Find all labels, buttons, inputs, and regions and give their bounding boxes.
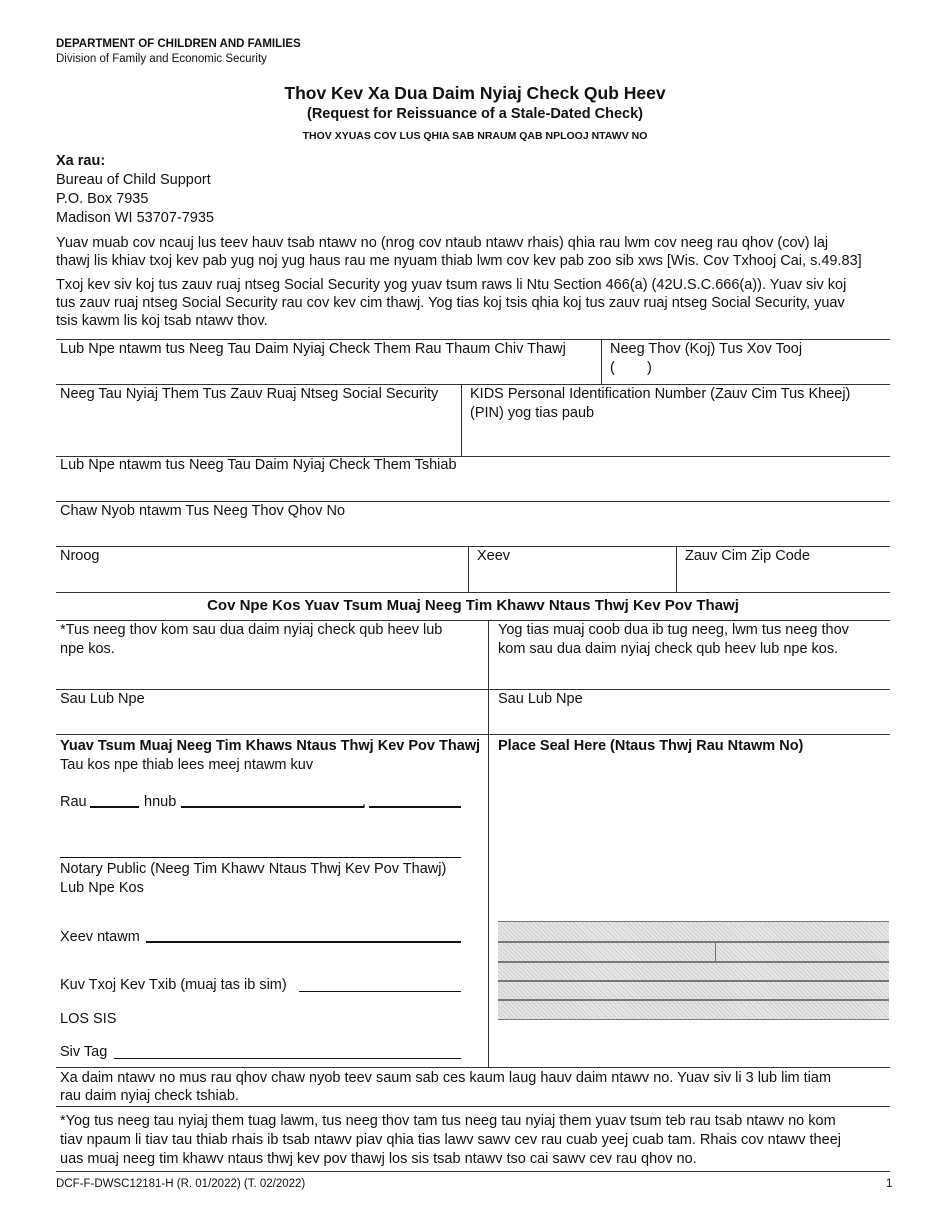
requester-phone-label: Neeg Thov (Koj) Tus Xov Tooj bbox=[610, 341, 803, 357]
requester-phone-field[interactable] bbox=[610, 340, 802, 378]
seal-shading bbox=[498, 1000, 889, 1020]
second-print-name-field[interactable]: Sau Lub Npe bbox=[498, 691, 583, 707]
disclosure-paragraph bbox=[56, 234, 896, 270]
notary-signature-label-1: Notary Public (Neeg Tim Khawv Ntaus Thwj Kev Pov Thawj) bbox=[60, 861, 447, 877]
second-signature-label-1: Yog tias muaj coob dua ib tug neeg, lwm tus neeg thov bbox=[498, 622, 849, 638]
notary-day-input[interactable] bbox=[90, 806, 139, 808]
notary-signature-label bbox=[60, 860, 446, 898]
grid-line bbox=[56, 592, 890, 593]
address-line-1: Bureau of Child Support bbox=[56, 172, 211, 188]
notary-state-input[interactable] bbox=[146, 941, 461, 943]
form-identifier: DCF-F-DWSC12181-H (R. 01/2022) (T. 02/2022) bbox=[56, 1178, 306, 1190]
page-number: 1 bbox=[886, 1178, 893, 1190]
grid-line bbox=[56, 1067, 890, 1068]
ssn-paragraph bbox=[56, 276, 896, 330]
form-title: Thov Kev Xa Dua Daim Nyiaj Check Qub Heev bbox=[284, 83, 666, 103]
grid-line bbox=[56, 734, 890, 735]
new-payee-name-field[interactable]: Lub Npe ntawm tus Neeg Tau Daim Nyiaj Check Them Tshiab bbox=[60, 457, 457, 473]
seal-shading bbox=[498, 921, 889, 942]
notary-month-input[interactable] bbox=[181, 806, 364, 808]
mailing-note-line-1: Xa daim ntawv no mus rau qhov chaw nyob teev saum sab ces kaum laug hauv daim ntawv no. Yuav siv li 3 lub lim tiam bbox=[60, 1070, 832, 1086]
seal-shading bbox=[498, 942, 889, 962]
phone-area-code: ( ) bbox=[610, 360, 652, 376]
mailing-note bbox=[60, 1069, 831, 1105]
notary-heading: Yuav Tsum Muaj Neeg Tim Khaws Ntaus Thwj Kev Pov Thawj bbox=[60, 738, 481, 754]
notary-year-input[interactable] bbox=[369, 806, 461, 808]
division-name: Division of Family and Economic Security bbox=[56, 53, 267, 65]
notary-signature-label-2: Lub Npe Kos bbox=[60, 880, 144, 896]
requester-signature-label-1: *Tus neeg thov kom sau dua daim nyiaj check qub heev lub bbox=[60, 622, 443, 638]
kids-pin-label-2: (PIN) yog tias paub bbox=[470, 405, 595, 421]
notary-title-label: Siv Tag bbox=[60, 1044, 108, 1060]
notary-commission-input[interactable] bbox=[299, 991, 461, 992]
send-to-label: Xa rau: bbox=[56, 153, 106, 169]
notary-commission-label: Kuv Txoj Kev Txib (muaj tas ib sim) bbox=[60, 977, 287, 993]
grid-line bbox=[601, 339, 602, 384]
notary-date-prefix: Rau bbox=[60, 794, 87, 810]
seal-shading bbox=[498, 962, 889, 981]
state-field[interactable]: Xeev bbox=[477, 548, 511, 564]
grid-line bbox=[676, 546, 677, 592]
grid-line bbox=[461, 384, 462, 456]
notary-title-input[interactable] bbox=[114, 1058, 461, 1059]
grid-line bbox=[56, 1106, 890, 1107]
notary-date-comma: , bbox=[362, 794, 367, 810]
disclosure-line-1: Yuav muab cov ncauj lus teev hauv tsab ntawv no (nrog cov ntaub ntawv rhais) qhia rau lwm cov neeg rau qhov (cov) laj bbox=[56, 235, 829, 251]
second-requester-signature-field[interactable] bbox=[498, 621, 849, 659]
notary-date-mid: hnub bbox=[144, 794, 177, 810]
second-signature-label-2: kom sau dua daim nyiaj check qub heev lub npe kos. bbox=[498, 641, 839, 657]
requester-signature-label-2: npe kos. bbox=[60, 641, 115, 657]
ssn-line-3: tsis kawm lis koj tsab ntawv thov. bbox=[56, 313, 268, 329]
address-line-3: Madison WI 53707-7935 bbox=[56, 210, 214, 226]
form-instruction: THOV XYUAS COV LUS QHIA SAB NRAUM QAB NPLOOJ NTAWV NO bbox=[302, 130, 648, 142]
mailing-note-line-2: rau daim nyiaj check tshiab. bbox=[60, 1088, 239, 1104]
department-name: DEPARTMENT OF CHILDREN AND FAMILIES bbox=[56, 38, 301, 50]
seal-heading: Place Seal Here (Ntaus Thwj Rau Ntawm No) bbox=[498, 738, 804, 754]
seal-shading bbox=[498, 981, 889, 1000]
city-field[interactable]: Nroog bbox=[60, 548, 100, 564]
deceased-note-line-2: tiav npaum li tiav tau thiab rhais ib tsab ntawv piav qhia tias lawv sawv cev rau cuab yeej cuab tam. Rhais cov ntawv theej bbox=[60, 1132, 841, 1148]
payee-original-name-field[interactable]: Lub Npe ntawm tus Neeg Tau Daim Nyiaj Check Them Rau Thaum Chiv Thawj bbox=[60, 341, 566, 357]
grid-line bbox=[56, 1171, 890, 1172]
form-subtitle: (Request for Reissuance of a Stale-Dated Check) bbox=[306, 106, 643, 122]
signature-section-heading: Cov Npe Kos Yuav Tsum Muaj Neeg Tim Khawv Ntaus Thwj Kev Pov Thawj bbox=[207, 597, 739, 614]
deceased-note-line-3: uas muaj neeg tim khawv ntaus thwj kev pov thawj los sis tsab ntawv tso cai sawv cev rau qhov no. bbox=[60, 1151, 697, 1167]
seal-divider bbox=[715, 942, 716, 962]
ssn-line-1: Txoj kev siv koj tus zauv ruaj ntseg Social Security yog yuav tsum raws li Ntu Section 466(a) (42U.S.C.666(a)). Yuav siv koj bbox=[56, 277, 847, 293]
notary-county-label: LOS SIS bbox=[60, 1011, 117, 1027]
zip-field[interactable]: Zauv Cim Zip Code bbox=[685, 548, 810, 564]
send-to-address bbox=[56, 152, 214, 228]
grid-line bbox=[56, 689, 890, 690]
address-line-2: P.O. Box 7935 bbox=[56, 191, 149, 207]
disclosure-line-2: thawj lis khiav txoj kev pab yug noj yug haus rau me nyuam thiab lwm cov kev pab zoo sib xws [Wis. Cov Txhooj Cai, s.49.83] bbox=[56, 253, 862, 269]
kids-pin-field[interactable] bbox=[470, 385, 850, 423]
deceased-note-line-1: *Yog tus neeg tau nyiaj them tuag lawm, tus neeg thov tam tus neeg tau nyiaj them yuav tsum teb rau tsab ntawv no kom bbox=[60, 1113, 836, 1129]
requester-print-name-field[interactable]: Sau Lub Npe bbox=[60, 691, 145, 707]
grid-line bbox=[488, 620, 489, 1067]
ssn-line-2: tus zauv ruaj ntseg Social Security rau cov kev cim thawj. Yog tias koj tsis qhia koj tus zauv ruaj ntseg Social Security, yuav bbox=[56, 295, 845, 311]
notary-signature-line[interactable] bbox=[60, 857, 461, 858]
title-block bbox=[0, 82, 950, 148]
requester-signature-field[interactable] bbox=[60, 621, 442, 659]
notary-subheading: Tau kos npe thiab lees meej ntawm kuv bbox=[60, 757, 314, 773]
notary-state-label: Xeev ntawm bbox=[60, 929, 140, 945]
agency-header bbox=[56, 37, 301, 67]
requester-address-field[interactable]: Chaw Nyob ntawm Tus Neeg Thov Qhov No bbox=[60, 503, 346, 519]
grid-line bbox=[468, 546, 469, 592]
deceased-payee-note bbox=[60, 1112, 841, 1169]
payee-ssn-field[interactable]: Neeg Tau Nyiaj Them Tus Zauv Ruaj Ntseg Social Security bbox=[60, 386, 439, 402]
kids-pin-label-1: KIDS Personal Identification Number (Zauv Cim Tus Kheej) bbox=[470, 386, 851, 402]
